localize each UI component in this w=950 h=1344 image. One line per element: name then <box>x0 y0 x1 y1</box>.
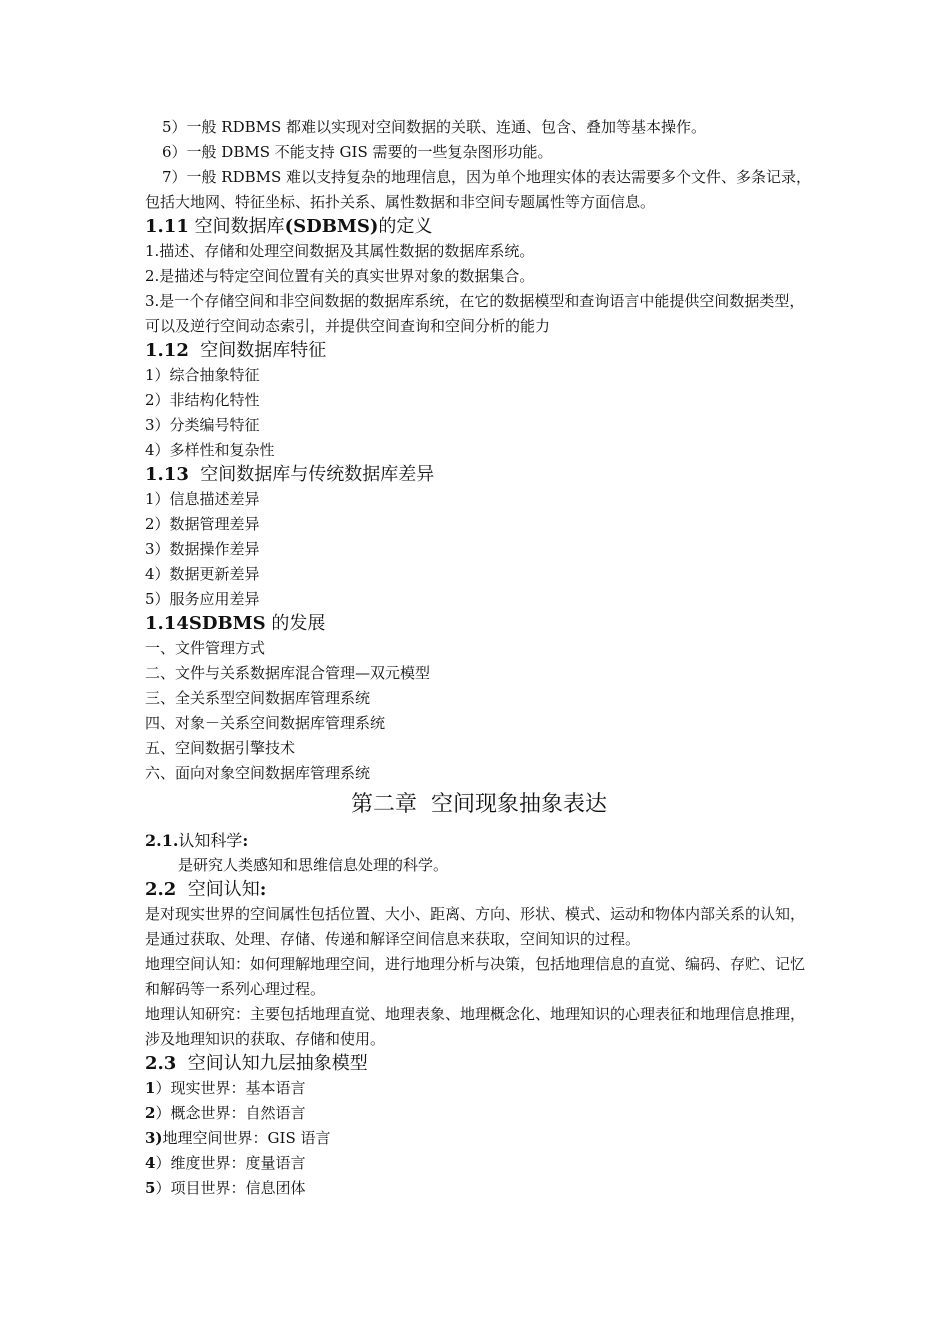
intro-item: 7）一般 RDBMS 难以支持复杂的地理信息，因为单个地理实体的表达需要多个文件、多条记录，包括大地网、特征坐标、拓扑关系、属性数据和非空间专题属性等方面信息。 <box>145 168 812 211</box>
page-content <box>145 115 813 1201</box>
definition-text: 是研究人类感知和思维信息处理的科学。 <box>178 856 449 874</box>
list-item: 3）分类编号特征 <box>145 416 260 434</box>
list-item: 1）信息描述差异 <box>145 490 260 508</box>
list-item: 3)地理空间世界：GIS 语言 <box>145 1129 331 1147</box>
section-heading-1-11: 1.11 空间数据库(SDBMS)的定义 <box>145 216 433 237</box>
list-item: 三、全关系型空间数据库管理系统 <box>145 689 371 707</box>
list-item: 2）非结构化特性 <box>145 391 260 409</box>
paragraph: 是对现实世界的空间属性包括位置、大小、距离、方向、形状、模式、运动和物体内部关系的认知，是通过获取、处理、存储、传递和解译空间信息来获取，空间知识的过程。 <box>145 905 806 948</box>
section-heading-1-14: 1.14SDBMS 的发展 <box>145 613 326 634</box>
list-item: 二、文件与关系数据库混合管理—双元模型 <box>145 664 431 682</box>
list-item: 4）数据更新差异 <box>145 565 260 583</box>
intro-item: 6）一般 DBMS 不能支持 GIS 需要的一些复杂图形功能。 <box>162 143 553 161</box>
list-item: 四、对象－关系空间数据库管理系统 <box>145 714 386 732</box>
intro-item: 5）一般 RDBMS 都难以实现对空间数据的关联、连通、包含、叠加等基本操作。 <box>162 118 707 136</box>
paragraph: 地理认知研究：主要包括地理直觉、地理表象、地理概念化、地理知识的心理表征和地理信息推理，涉及地理知识的获取、存储和使用。 <box>145 1005 806 1048</box>
list-item: 1.描述、存储和处理空间数据及其属性数据的数据库系统。 <box>145 242 535 260</box>
list-item: 3.是一个存储空间和非空间数据的数据库系统，在它的数据模型和查询语言中能提供空间数据类型，可以及逆行空间动态索引，并提供空间查询和空间分析的能力 <box>145 292 805 335</box>
list-item: 1）现实世界：基本语言 <box>145 1079 306 1097</box>
list-item: 5）服务应用差异 <box>145 590 260 608</box>
paragraph: 地理空间认知：如何理解地理空间，进行地理分析与决策，包括地理信息的直觉、编码、存贮、记忆和解码等一系列心理过程。 <box>145 955 806 998</box>
list-item: 5）项目世界：信息团体 <box>145 1179 306 1197</box>
list-item: 五、空间数据引擎技术 <box>145 739 296 757</box>
list-item: 4）多样性和复杂性 <box>145 441 275 459</box>
section-heading-2-2: 2.2 空间认知: <box>145 879 267 900</box>
chapter-title: 第二章 空间现象抽象表达 <box>351 792 607 817</box>
list-item: 4）维度世界：度量语言 <box>145 1154 306 1172</box>
section-heading-1-13: 1.13 空间数据库与传统数据库差异 <box>145 464 435 485</box>
list-item: 3）数据操作差异 <box>145 540 260 558</box>
list-item: 六、面向对象空间数据库管理系统 <box>145 764 371 782</box>
list-item: 1）综合抽象特征 <box>145 366 260 384</box>
section-heading-2-3: 2.3 空间认知九层抽象模型 <box>145 1053 368 1074</box>
section-heading-1-12: 1.12 空间数据库特征 <box>145 340 327 361</box>
list-item: 2.是描述与特定空间位置有关的真实世界对象的数据集合。 <box>145 267 535 285</box>
section-heading-2-1: 2.1.认知科学: <box>145 831 249 850</box>
list-item: 一、文件管理方式 <box>145 639 266 657</box>
list-item: 2）数据管理差异 <box>145 515 260 533</box>
list-item: 2）概念世界：自然语言 <box>145 1104 306 1122</box>
